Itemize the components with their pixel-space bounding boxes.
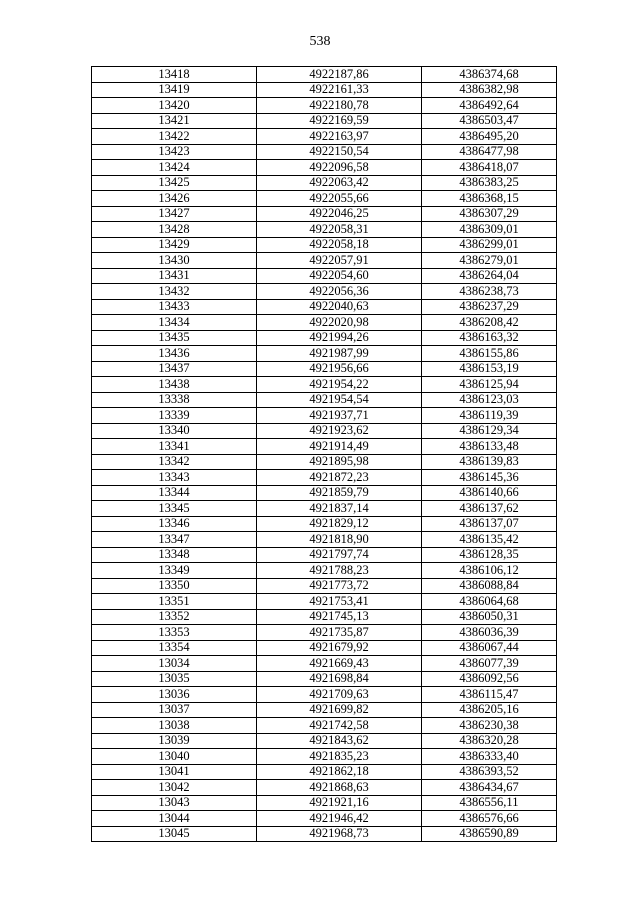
table-row	[92, 501, 557, 517]
table-row	[92, 423, 557, 439]
point-number-cell: 13424	[92, 160, 257, 176]
y-coordinate-cell: 4386135,42	[422, 532, 557, 548]
table-row	[92, 284, 557, 300]
point-number-cell: 13423	[92, 144, 257, 160]
table-row	[92, 160, 557, 176]
table-row	[92, 578, 557, 594]
point-number-cell: 13352	[92, 609, 257, 625]
coordinates-table	[91, 66, 557, 842]
table-row	[92, 485, 557, 501]
x-coordinate-cell: 4921923,62	[257, 423, 422, 439]
y-coordinate-cell: 4386125,94	[422, 377, 557, 393]
y-coordinate-cell: 4386368,15	[422, 191, 557, 207]
point-number-cell: 13437	[92, 361, 257, 377]
point-number-cell: 13340	[92, 423, 257, 439]
table-row	[92, 625, 557, 641]
point-number-cell: 13042	[92, 780, 257, 796]
y-coordinate-cell: 4386106,12	[422, 563, 557, 579]
table-row	[92, 315, 557, 331]
point-number-cell: 13427	[92, 206, 257, 222]
x-coordinate-cell: 4921699,82	[257, 702, 422, 718]
y-coordinate-cell: 4386123,03	[422, 392, 557, 408]
y-coordinate-cell: 4386383,25	[422, 175, 557, 191]
y-coordinate-cell: 4386163,32	[422, 330, 557, 346]
x-coordinate-cell: 4921954,54	[257, 392, 422, 408]
y-coordinate-cell: 4386067,44	[422, 640, 557, 656]
x-coordinate-cell: 4922057,91	[257, 253, 422, 269]
y-coordinate-cell: 4386279,01	[422, 253, 557, 269]
table-row	[92, 377, 557, 393]
table-row	[92, 532, 557, 548]
table-row	[92, 191, 557, 207]
y-coordinate-cell: 4386137,07	[422, 516, 557, 532]
y-coordinate-cell: 4386140,66	[422, 485, 557, 501]
point-number-cell: 13346	[92, 516, 257, 532]
table-row	[92, 299, 557, 315]
y-coordinate-cell: 4386119,39	[422, 408, 557, 424]
point-number-cell: 13347	[92, 532, 257, 548]
y-coordinate-cell: 4386208,42	[422, 315, 557, 331]
point-number-cell: 13341	[92, 439, 257, 455]
table-row	[92, 392, 557, 408]
x-coordinate-cell: 4921835,23	[257, 749, 422, 765]
x-coordinate-cell: 4922055,66	[257, 191, 422, 207]
x-coordinate-cell: 4921921,16	[257, 795, 422, 811]
y-coordinate-cell: 4386064,68	[422, 594, 557, 610]
y-coordinate-cell: 4386237,29	[422, 299, 557, 315]
y-coordinate-cell: 4386129,34	[422, 423, 557, 439]
y-coordinate-cell: 4386128,35	[422, 547, 557, 563]
table-row	[92, 826, 557, 842]
point-number-cell: 13349	[92, 563, 257, 579]
x-coordinate-cell: 4921946,42	[257, 811, 422, 827]
table-row	[92, 780, 557, 796]
point-number-cell: 13429	[92, 237, 257, 253]
y-coordinate-cell: 4386077,39	[422, 656, 557, 672]
table-row	[92, 749, 557, 765]
y-coordinate-cell: 4386050,31	[422, 609, 557, 625]
point-number-cell: 13339	[92, 408, 257, 424]
y-coordinate-cell: 4386153,19	[422, 361, 557, 377]
table-row	[92, 253, 557, 269]
y-coordinate-cell: 4386133,48	[422, 439, 557, 455]
y-coordinate-cell: 4386230,38	[422, 718, 557, 734]
y-coordinate-cell: 4386320,28	[422, 733, 557, 749]
point-number-cell: 13434	[92, 315, 257, 331]
table-row	[92, 175, 557, 191]
y-coordinate-cell: 4386299,01	[422, 237, 557, 253]
table-row	[92, 547, 557, 563]
y-coordinate-cell: 4386307,29	[422, 206, 557, 222]
point-number-cell: 13431	[92, 268, 257, 284]
x-coordinate-cell: 4922058,18	[257, 237, 422, 253]
point-number-cell: 13436	[92, 346, 257, 362]
x-coordinate-cell: 4921745,13	[257, 609, 422, 625]
table-row	[92, 129, 557, 145]
x-coordinate-cell: 4922040,63	[257, 299, 422, 315]
point-number-cell: 13433	[92, 299, 257, 315]
point-number-cell: 13438	[92, 377, 257, 393]
point-number-cell: 13426	[92, 191, 257, 207]
x-coordinate-cell: 4921859,79	[257, 485, 422, 501]
point-number-cell: 13348	[92, 547, 257, 563]
table-row	[92, 764, 557, 780]
table-row	[92, 795, 557, 811]
point-number-cell: 13045	[92, 826, 257, 842]
table-row	[92, 98, 557, 114]
table-row	[92, 563, 557, 579]
point-number-cell: 13430	[92, 253, 257, 269]
x-coordinate-cell: 4922063,42	[257, 175, 422, 191]
x-coordinate-cell: 4921937,71	[257, 408, 422, 424]
x-coordinate-cell: 4922161,33	[257, 82, 422, 98]
x-coordinate-cell: 4922056,36	[257, 284, 422, 300]
point-number-cell: 13037	[92, 702, 257, 718]
x-coordinate-cell: 4922180,78	[257, 98, 422, 114]
point-number-cell: 13425	[92, 175, 257, 191]
y-coordinate-cell: 4386145,36	[422, 470, 557, 486]
table-row	[92, 656, 557, 672]
y-coordinate-cell: 4386264,04	[422, 268, 557, 284]
x-coordinate-cell: 4921773,72	[257, 578, 422, 594]
x-coordinate-cell: 4921818,90	[257, 532, 422, 548]
x-coordinate-cell: 4922046,25	[257, 206, 422, 222]
x-coordinate-cell: 4921914,49	[257, 439, 422, 455]
y-coordinate-cell: 4386333,40	[422, 749, 557, 765]
table-row	[92, 733, 557, 749]
point-number-cell: 13343	[92, 470, 257, 486]
x-coordinate-cell: 4921843,62	[257, 733, 422, 749]
y-coordinate-cell: 4386503,47	[422, 113, 557, 129]
point-number-cell: 13344	[92, 485, 257, 501]
x-coordinate-cell: 4921669,43	[257, 656, 422, 672]
point-number-cell: 13421	[92, 113, 257, 129]
x-coordinate-cell: 4921679,92	[257, 640, 422, 656]
y-coordinate-cell: 4386155,86	[422, 346, 557, 362]
y-coordinate-cell: 4386477,98	[422, 144, 557, 160]
point-number-cell: 13350	[92, 578, 257, 594]
table-row	[92, 408, 557, 424]
x-coordinate-cell: 4921956,66	[257, 361, 422, 377]
y-coordinate-cell: 4386434,67	[422, 780, 557, 796]
point-number-cell: 13419	[92, 82, 257, 98]
x-coordinate-cell: 4921753,41	[257, 594, 422, 610]
y-coordinate-cell: 4386418,07	[422, 160, 557, 176]
table-row	[92, 609, 557, 625]
point-number-cell: 13354	[92, 640, 257, 656]
x-coordinate-cell: 4921698,84	[257, 671, 422, 687]
y-coordinate-cell: 4386590,89	[422, 826, 557, 842]
table-row	[92, 470, 557, 486]
table-row	[92, 687, 557, 703]
point-number-cell: 13036	[92, 687, 257, 703]
table-row	[92, 67, 557, 83]
point-number-cell: 13043	[92, 795, 257, 811]
point-number-cell: 13039	[92, 733, 257, 749]
table-row	[92, 671, 557, 687]
y-coordinate-cell: 4386139,83	[422, 454, 557, 470]
y-coordinate-cell: 4386492,64	[422, 98, 557, 114]
x-coordinate-cell: 4922020,98	[257, 315, 422, 331]
page-number: 538	[309, 34, 331, 49]
y-coordinate-cell: 4386205,16	[422, 702, 557, 718]
table-row	[92, 594, 557, 610]
y-coordinate-cell: 4386495,20	[422, 129, 557, 145]
x-coordinate-cell: 4921895,98	[257, 454, 422, 470]
point-number-cell: 13342	[92, 454, 257, 470]
point-number-cell: 13422	[92, 129, 257, 145]
x-coordinate-cell: 4921987,99	[257, 346, 422, 362]
y-coordinate-cell: 4386393,52	[422, 764, 557, 780]
x-coordinate-cell: 4922169,59	[257, 113, 422, 129]
x-coordinate-cell: 4921862,18	[257, 764, 422, 780]
x-coordinate-cell: 4922150,54	[257, 144, 422, 160]
x-coordinate-cell: 4921968,73	[257, 826, 422, 842]
table-row	[92, 640, 557, 656]
table-row	[92, 516, 557, 532]
x-coordinate-cell: 4921788,23	[257, 563, 422, 579]
x-coordinate-cell: 4921872,23	[257, 470, 422, 486]
point-number-cell: 13353	[92, 625, 257, 641]
y-coordinate-cell: 4386137,62	[422, 501, 557, 517]
table-row	[92, 268, 557, 284]
point-number-cell: 13035	[92, 671, 257, 687]
y-coordinate-cell: 4386374,68	[422, 67, 557, 83]
y-coordinate-cell: 4386576,66	[422, 811, 557, 827]
x-coordinate-cell: 4921829,12	[257, 516, 422, 532]
x-coordinate-cell: 4921994,26	[257, 330, 422, 346]
y-coordinate-cell: 4386556,11	[422, 795, 557, 811]
y-coordinate-cell: 4386115,47	[422, 687, 557, 703]
table-row	[92, 361, 557, 377]
x-coordinate-cell: 4921837,14	[257, 501, 422, 517]
y-coordinate-cell: 4386382,98	[422, 82, 557, 98]
x-coordinate-cell: 4921735,87	[257, 625, 422, 641]
table-row	[92, 811, 557, 827]
table-row	[92, 346, 557, 362]
coordinates-table-body	[92, 67, 557, 842]
y-coordinate-cell: 4386036,39	[422, 625, 557, 641]
x-coordinate-cell: 4921954,22	[257, 377, 422, 393]
point-number-cell: 13345	[92, 501, 257, 517]
x-coordinate-cell: 4922163,97	[257, 129, 422, 145]
table-row	[92, 237, 557, 253]
x-coordinate-cell: 4921709,63	[257, 687, 422, 703]
x-coordinate-cell: 4921742,58	[257, 718, 422, 734]
point-number-cell: 13038	[92, 718, 257, 734]
x-coordinate-cell: 4922054,60	[257, 268, 422, 284]
table-row	[92, 330, 557, 346]
point-number-cell: 13420	[92, 98, 257, 114]
point-number-cell: 13034	[92, 656, 257, 672]
table-row	[92, 718, 557, 734]
table-row	[92, 702, 557, 718]
point-number-cell: 13041	[92, 764, 257, 780]
y-coordinate-cell: 4386092,56	[422, 671, 557, 687]
point-number-cell: 13040	[92, 749, 257, 765]
y-coordinate-cell: 4386088,84	[422, 578, 557, 594]
point-number-cell: 13432	[92, 284, 257, 300]
point-number-cell: 13428	[92, 222, 257, 238]
y-coordinate-cell: 4386309,01	[422, 222, 557, 238]
point-number-cell: 13044	[92, 811, 257, 827]
x-coordinate-cell: 4922096,58	[257, 160, 422, 176]
table-row	[92, 206, 557, 222]
table-row	[92, 113, 557, 129]
point-number-cell: 13338	[92, 392, 257, 408]
point-number-cell: 13418	[92, 67, 257, 83]
table-row	[92, 454, 557, 470]
table-row	[92, 222, 557, 238]
y-coordinate-cell: 4386238,73	[422, 284, 557, 300]
x-coordinate-cell: 4921797,74	[257, 547, 422, 563]
table-row	[92, 439, 557, 455]
x-coordinate-cell: 4922187,86	[257, 67, 422, 83]
table-row	[92, 144, 557, 160]
point-number-cell: 13435	[92, 330, 257, 346]
table-row	[92, 82, 557, 98]
x-coordinate-cell: 4922058,31	[257, 222, 422, 238]
point-number-cell: 13351	[92, 594, 257, 610]
x-coordinate-cell: 4921868,63	[257, 780, 422, 796]
